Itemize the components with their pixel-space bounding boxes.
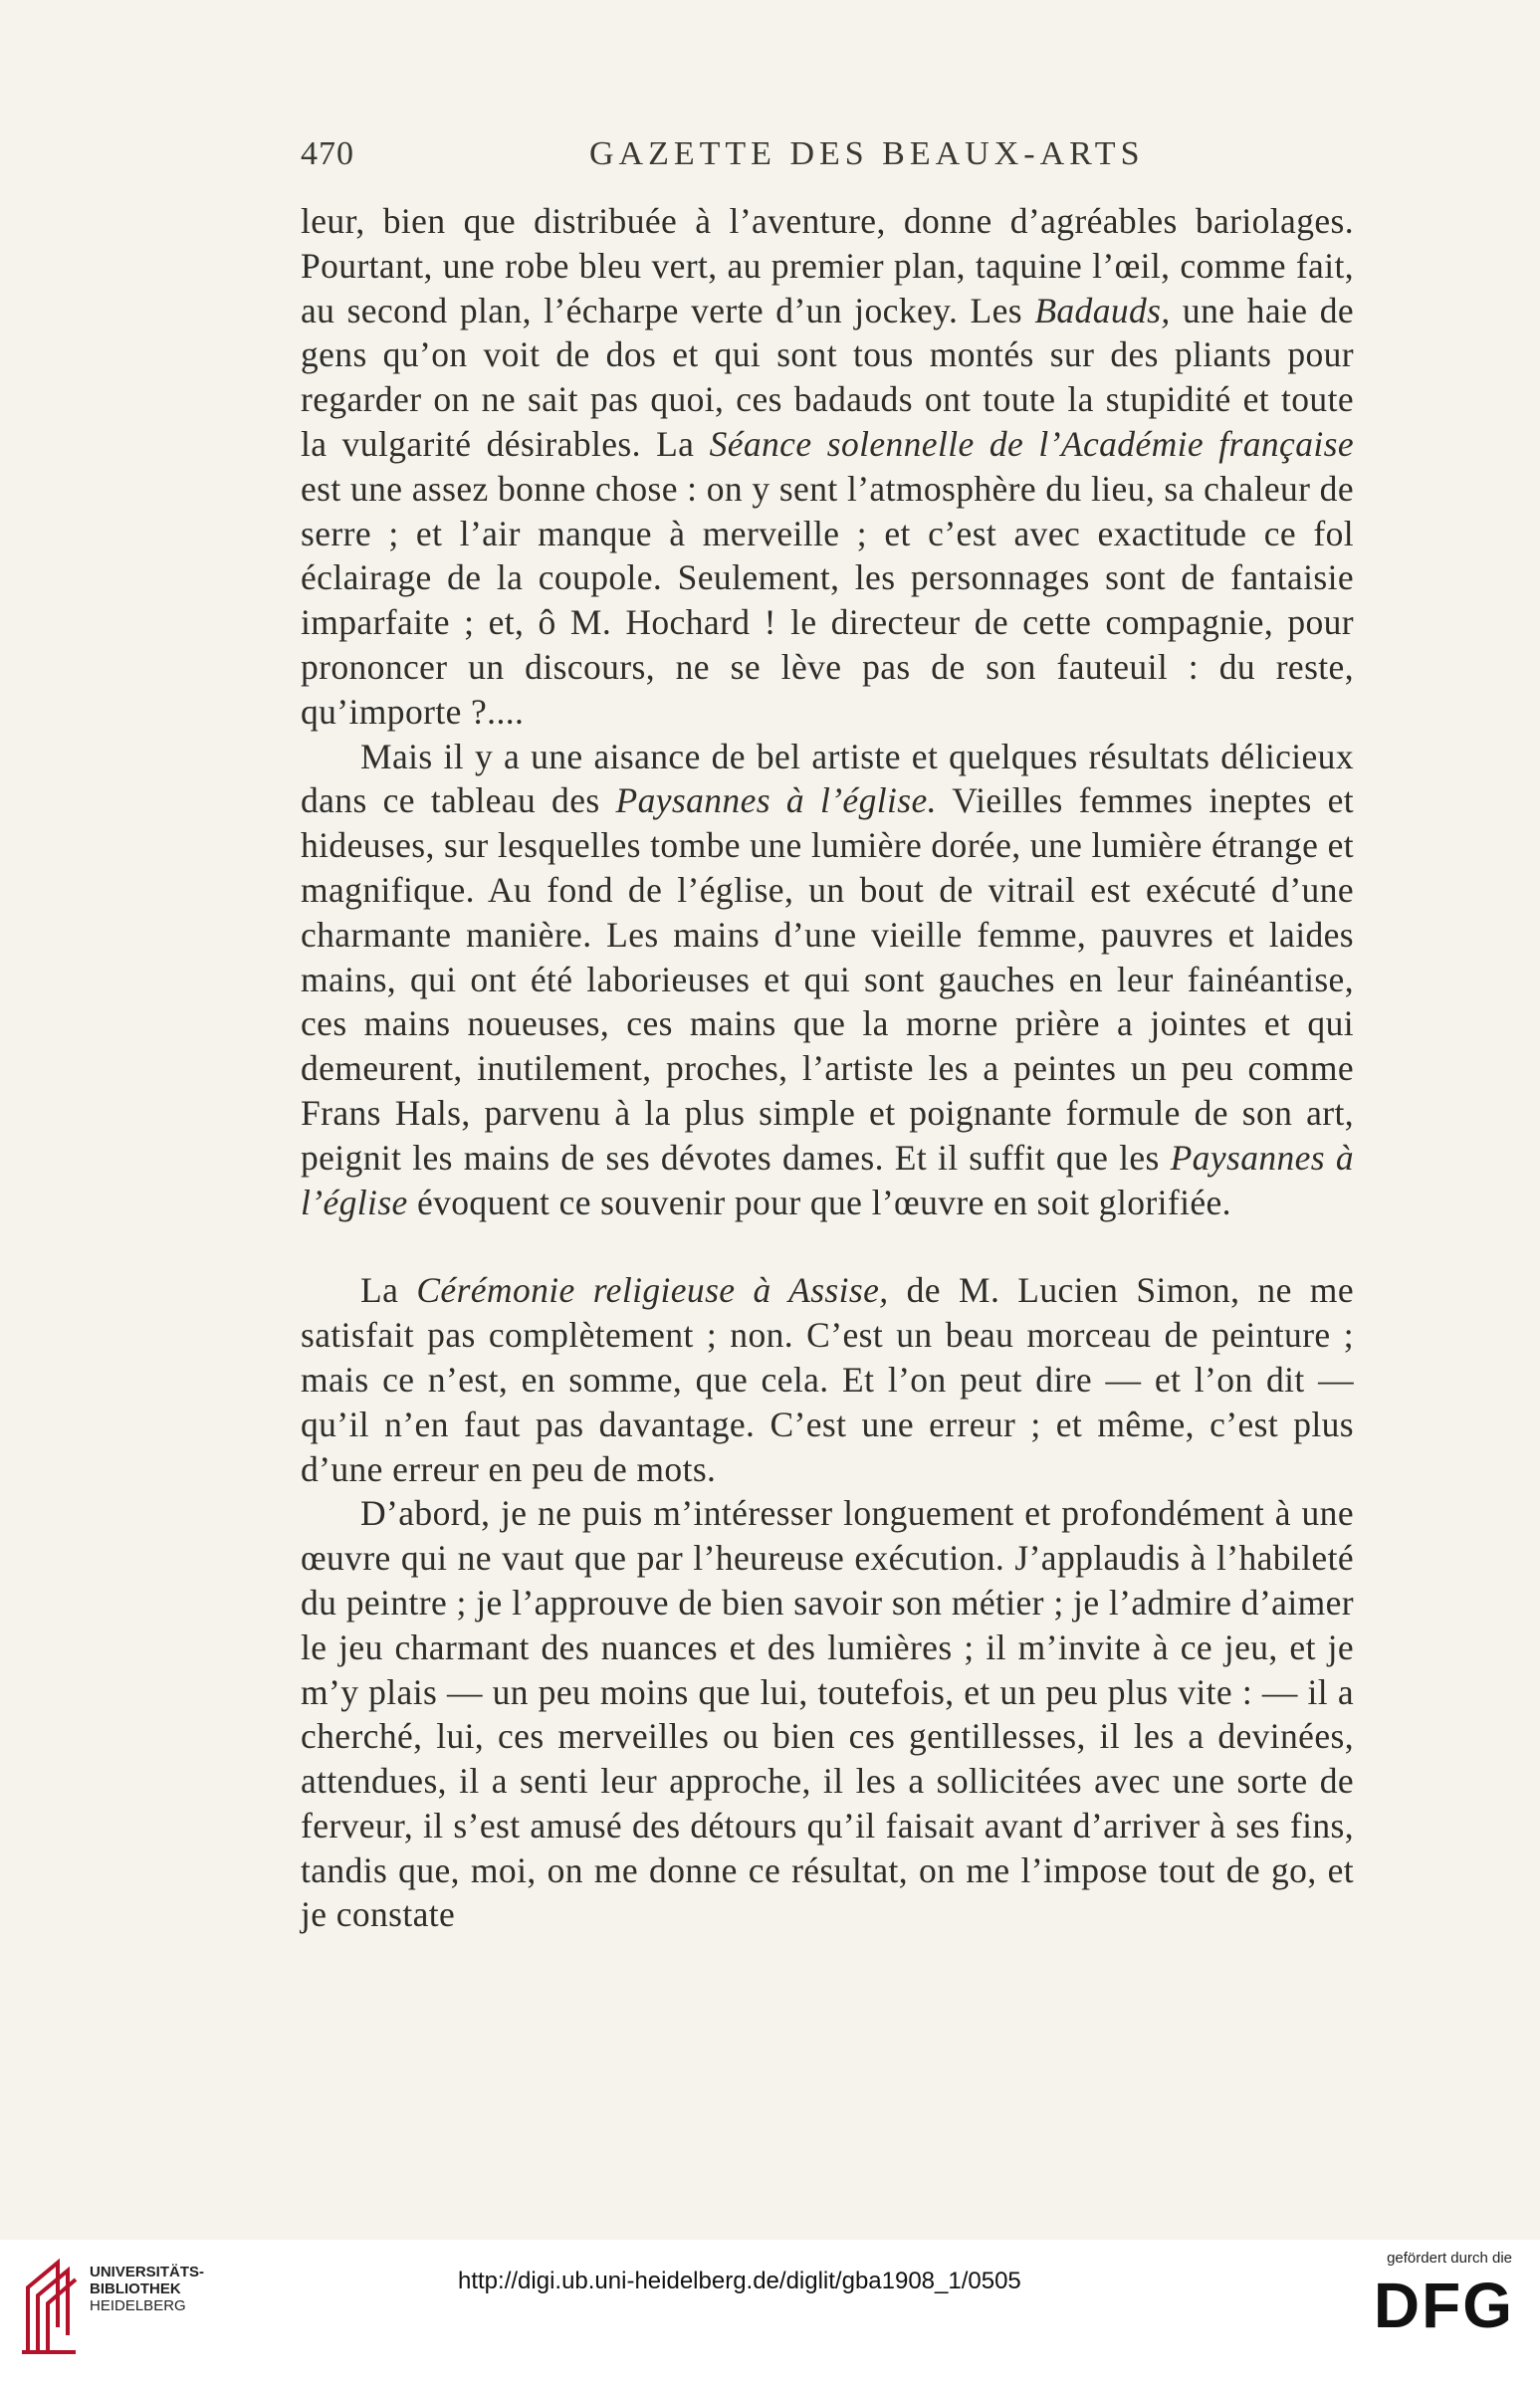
italic-title-text: Paysannes à l’église. [615, 780, 937, 821]
paragraph-text: La [360, 1270, 417, 1311]
italic-title-text: Badauds, [1034, 290, 1171, 330]
permalink-url[interactable]: http://digi.ub.uni-heidelberg.de/diglit/gba1908_1/0505 [458, 2268, 1021, 2294]
running-title: GAZETTE DES BEAUX-ARTS [589, 135, 1145, 172]
library-line-2: BIBLIOTHEK [90, 2280, 181, 2297]
paragraph [301, 199, 1354, 735]
dfg-logo[interactable]: DFG [1373, 2270, 1514, 2341]
paragraph [301, 1268, 1354, 1491]
paragraph-text: Vieilles femmes ineptes et hideuses, sur lesquelles tombe une lumière dorée, une lumière étrange et magnifique. Au fond de l’église, un bout de vitrail est exécuté d’une charmante manière. Les mains d’une vieille femme, pauvres et laides mains, qui ont été laborieuses et qui sont gauches en leur fainéantise, ces mains noueuses, ces mains que la morne prière a jointes et qui demeurent, inutilement, proches, l’artiste les a peintes un peu comme Frans Hals, parvenu à la plus simple et poignante formule de son art, peignit les mains de ses dévotes dames. Et il suffit que les [301, 780, 1355, 1178]
paragraph-text: évoquent ce souvenir pour que l’œuvre en soit glorifiée. [407, 1182, 1231, 1222]
library-line-3: HEIDELBERG [90, 2297, 186, 2314]
paragraph-text: est une assez bonne chose : on y sent l’atmosphère du lieu, sa chaleur de serre ; et l’air manque à merveille ; et c’est avec exactitude ce fol éclairage de la coupole. Seulement, les personnages sont de fantaisie imparfaite ; et, ô M. Hochard ! le directeur de cette compagnie, pour prononcer un discours, ne se lève pas de son fauteuil : du reste, qu’importe ?.... [301, 468, 1354, 732]
paragraph-text: leur, bien que distribuée à l’aventure, donne d’agréables bariolages. Pourtant, une robe bleu vert, au premier plan, taquine l’œil, comme fait, au second plan, l’écharpe verte d’un jockey. Les [301, 201, 1354, 330]
paragraph-text: de M. Lucien Simon, ne me satisfait pas complètement ; non. C’est un beau morceau de peinture ; mais ce n’est, en somme, que cela. Et l’on peut dire — et l’on dit — qu’il n’en faut pas davantage. C’est une erreur ; et même, c’est plus d’une erreur en peu de mots. [301, 1270, 1354, 1489]
italic-title-text: Paysannes à l’église [301, 1137, 1355, 1222]
page-number: 470 [301, 135, 354, 172]
digitization-footer [0, 2240, 1540, 2386]
page-header [301, 135, 1354, 195]
library-logo-icon[interactable] [18, 2258, 80, 2357]
paragraph-text: D’abord, je ne puis m’intéresser longuement et profondément à une œuvre qui ne vaut que par l’heureuse exécution. J’applaudis à l’habileté du peintre ; je l’approuve de bien savoir son métier ; je l’admire d’aimer le jeu charmant des nuances et des lumières ; il m’invite à ce jeu, et je m’y plais — un peu moins que lui, toutefois, et un peu plus vite : — il a cherché, lui, ces merveilles ou bien ces gentillesses, il les a devinées, attendues, il a senti leur approche, il les a sollicitées avec une sorte de ferveur, il s’est amusé des détours qu’il faisait avant d’arriver à ses fins, tandis que, moi, on me donne ce résultat, on me l’impose tout de go, et je constate [301, 1493, 1354, 1935]
library-name [90, 2264, 204, 2314]
paragraph [301, 1491, 1354, 1937]
paragraph-text: une haie de gens qu’on voit de dos et qui sont tous montés sur des pliants pour regarder on ne sait pas quoi, ces badauds ont toute la stupidité et toute la vulgarité désirables. La [301, 290, 1354, 464]
sponsor-text: gefördert durch die [1387, 2250, 1512, 2267]
italic-title-text: Cérémonie religieuse à Assise, [416, 1270, 889, 1311]
italic-title-text: Séance solennelle de l’Académie française [709, 423, 1354, 464]
library-line-1: UNIVERSITÄTS- [90, 2264, 205, 2280]
paragraph [301, 735, 1354, 1225]
article-body [301, 199, 1354, 1937]
paragraph-text: Mais il y a une aisance de bel artiste et quelques résultats délicieux dans ce tableau des [301, 736, 1354, 821]
